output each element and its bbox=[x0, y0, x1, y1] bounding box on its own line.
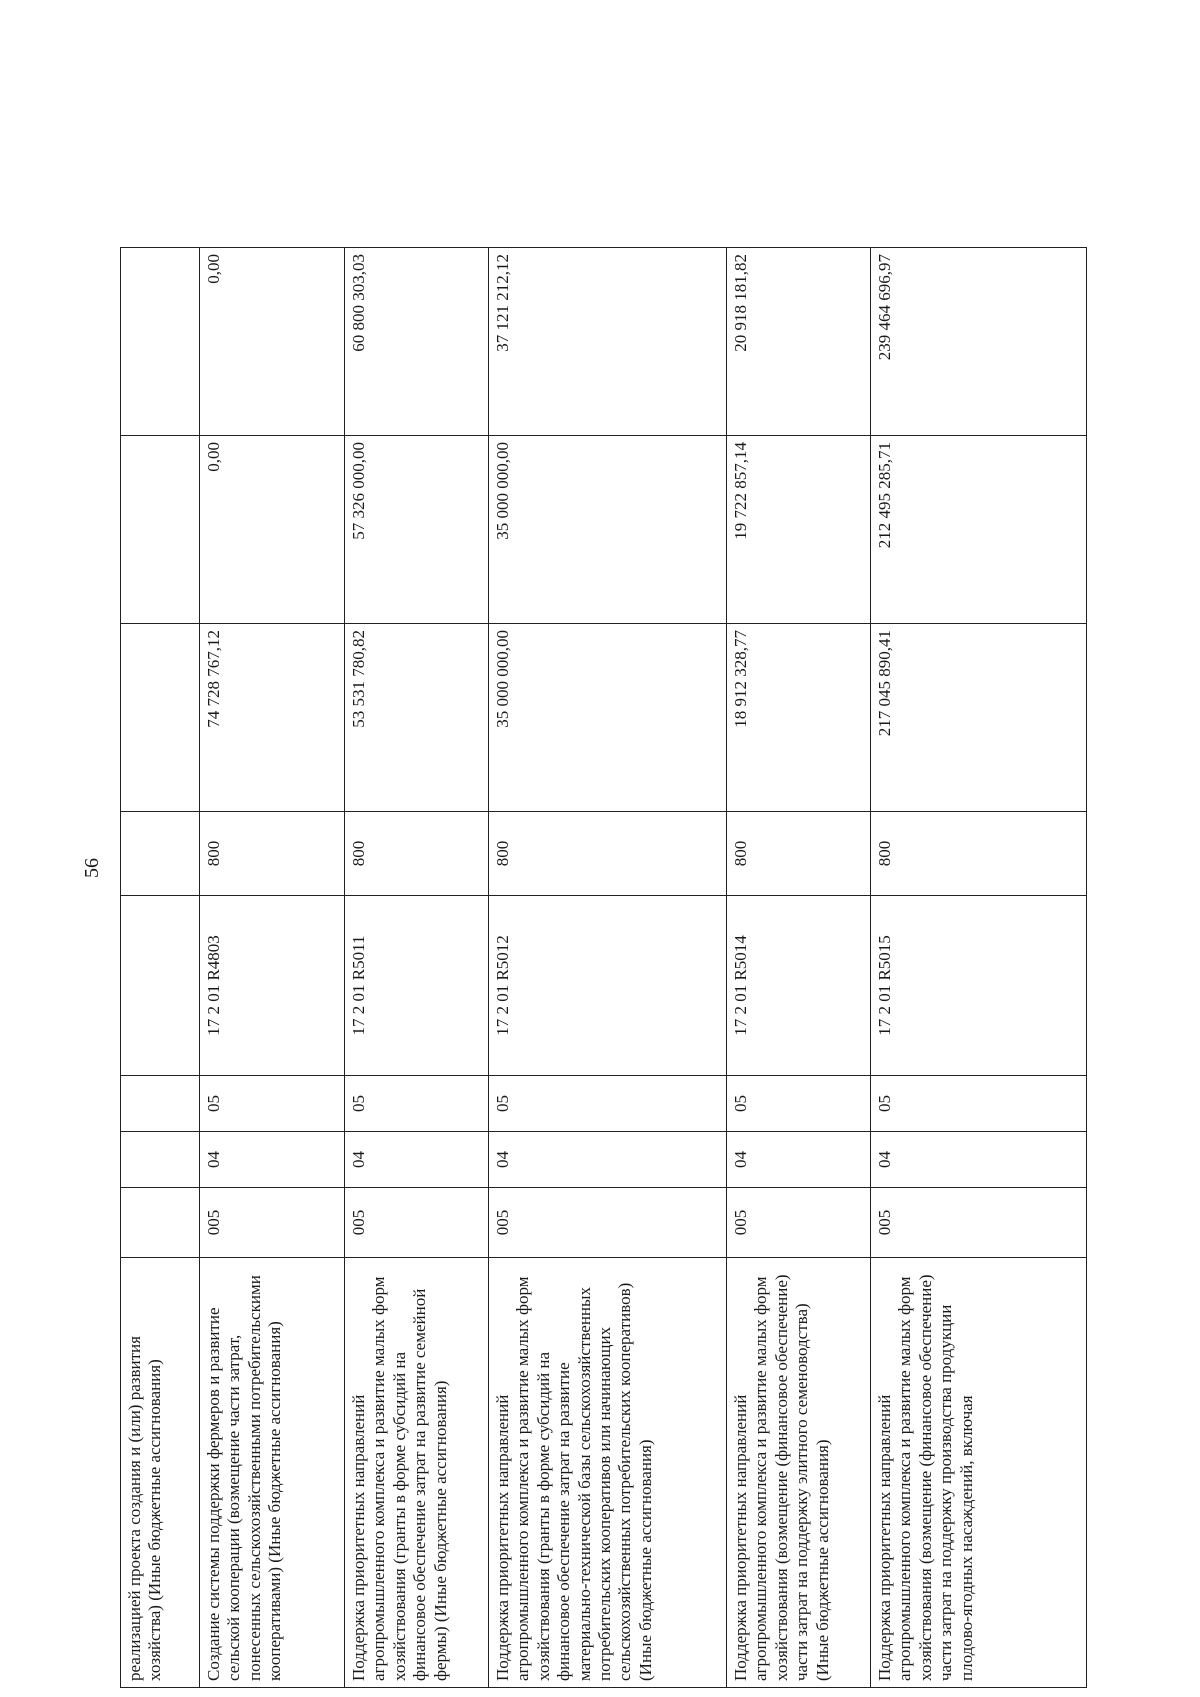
subsection-code: 05 bbox=[345, 1076, 489, 1132]
target-article-code: 17 2 01 R5014 bbox=[727, 896, 871, 1076]
table-row bbox=[121, 248, 200, 1688]
section-code: 04 bbox=[489, 1132, 727, 1188]
grbs-code: 005 bbox=[489, 1188, 727, 1258]
section-code: 04 bbox=[200, 1132, 345, 1188]
section-code: 04 bbox=[345, 1132, 489, 1188]
table-row bbox=[871, 248, 1087, 1688]
amount-year-3: 60 800 303,03 bbox=[345, 248, 489, 436]
target-article-code: 17 2 01 R5015 bbox=[871, 896, 1087, 1076]
row-description: Поддержка приоритетных направлений агропромышленного комплекса и развитие малых форм хозяйствования (возмещение (финансовое обеспечение) части затрат на поддержку производства продукции плодово-ягодных насаждений, включая bbox=[871, 1258, 1087, 1688]
target-article-code: 17 2 01 R5011 bbox=[345, 896, 489, 1076]
table-row bbox=[489, 248, 727, 1688]
amount-year-1: 35 000 000,00 bbox=[489, 624, 727, 812]
subsection-code: 05 bbox=[871, 1076, 1087, 1132]
subsection-code bbox=[121, 1076, 200, 1132]
target-article-code: 17 2 01 R4803 bbox=[200, 896, 345, 1076]
table-row bbox=[727, 248, 871, 1688]
amount-year-3: 20 918 181,82 bbox=[727, 248, 871, 436]
expense-type-code: 800 bbox=[489, 812, 727, 896]
target-article-code: 17 2 01 R5012 bbox=[489, 896, 727, 1076]
row-description: реализацией проекта создания и (или) развития хозяйства) (Иные бюджетные ассигнования) bbox=[121, 1258, 200, 1688]
table-row bbox=[200, 248, 345, 1688]
amount-year-1: 74 728 767,12 bbox=[200, 624, 345, 812]
section-code: 04 bbox=[871, 1132, 1087, 1188]
amount-year-2: 35 000 000,00 bbox=[489, 436, 727, 624]
grbs-code: 005 bbox=[345, 1188, 489, 1258]
subsection-code: 05 bbox=[200, 1076, 345, 1132]
amount-year-2: 212 495 285,71 bbox=[871, 436, 1087, 624]
grbs-code: 005 bbox=[727, 1188, 871, 1258]
expense-type-code: 800 bbox=[727, 812, 871, 896]
expense-type-code bbox=[121, 812, 200, 896]
amount-year-1 bbox=[121, 624, 200, 812]
grbs-code: 005 bbox=[200, 1188, 345, 1258]
amount-year-1: 217 045 890,41 bbox=[871, 624, 1087, 812]
grbs-code bbox=[121, 1188, 200, 1258]
amount-year-3: 0,00 bbox=[200, 248, 345, 436]
expense-type-code: 800 bbox=[200, 812, 345, 896]
row-description: Создание системы поддержки фермеров и развитие сельской кооперации (возмещение части затрат, понесенных сельскохозяйственными потребительскими кооперативами) (Иные бюджетные ассигнования) bbox=[200, 1258, 345, 1688]
target-article-code bbox=[121, 896, 200, 1076]
grbs-code: 005 bbox=[871, 1188, 1087, 1258]
expense-type-code: 800 bbox=[871, 812, 1087, 896]
amount-year-3: 239 464 696,97 bbox=[871, 248, 1087, 436]
row-description: Поддержка приоритетных направлений агропромышленного комплекса и развитие малых форм хозяйствования (гранты в форме субсидий на финансовое обеспечение затрат на развитие материально-технической базы сельскохозяйственных потребительских кооперативов или начинающих сельскохозяйственных потребительских кооперативов) (Иные бюджетные ассигнования) bbox=[489, 1258, 727, 1688]
amount-year-2 bbox=[121, 436, 200, 624]
amount-year-3 bbox=[121, 248, 200, 436]
amount-year-1: 53 531 780,82 bbox=[345, 624, 489, 812]
amount-year-1: 18 912 328,77 bbox=[727, 624, 871, 812]
rotated-table-container bbox=[120, 248, 1086, 1688]
table-row bbox=[345, 248, 489, 1688]
row-description: Поддержка приоритетных направлений агропромышленного комплекса и развитие малых форм хозяйствования (возмещение (финансовое обеспечение) части затрат на поддержку элитного семеноводства) (Иные бюджетные ассигнования) bbox=[727, 1258, 871, 1688]
amount-year-2: 57 326 000,00 bbox=[345, 436, 489, 624]
budget-table bbox=[120, 247, 1087, 1688]
expense-type-code: 800 bbox=[345, 812, 489, 896]
amount-year-2: 19 722 857,14 bbox=[727, 436, 871, 624]
amount-year-2: 0,00 bbox=[200, 436, 345, 624]
page-number: 56 bbox=[81, 858, 103, 878]
amount-year-3: 37 121 212,12 bbox=[489, 248, 727, 436]
row-description: Поддержка приоритетных направлений агропромышленного комплекса и развитие малых форм хозяйствования (гранты в форме субсидий на финансовое обеспечение затрат на развитие семейной фермы) (Иные бюджетные ассигнования) bbox=[345, 1258, 489, 1688]
section-code bbox=[121, 1132, 200, 1188]
subsection-code: 05 bbox=[489, 1076, 727, 1132]
section-code: 04 bbox=[727, 1132, 871, 1188]
subsection-code: 05 bbox=[727, 1076, 871, 1132]
